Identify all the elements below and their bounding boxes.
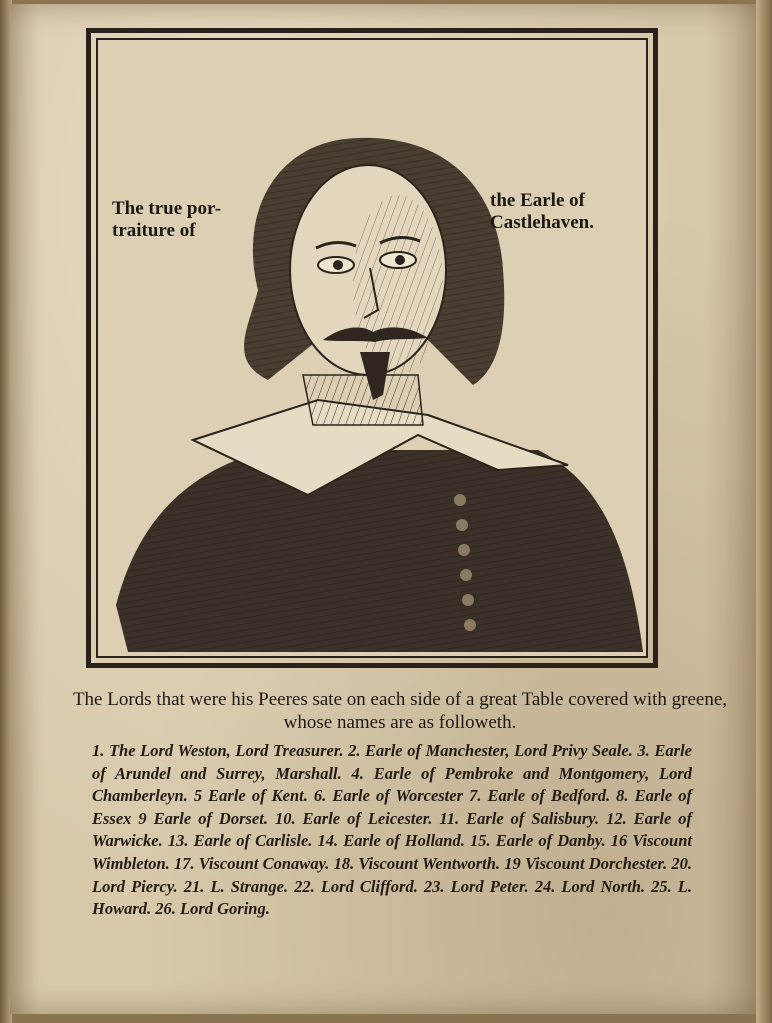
peers-heading: The Lords that were his Peeres sate on each side of a great Table covered with greene, whose names are as followeth. [72, 689, 728, 733]
peers-name-list: 1. The Lord Weston, Lord Treasurer. 2. Earle of Manchester, Lord Privy Seale. 3. Earle of Arundel and Surrey, Marshall. 4. Earle of Pembroke and Montgomery, Lord Chamberleyn. 5 Earle of Kent. 6. Earle of Worcester 7. Earle of Bedford. 8. Earle of Essex 9 Earle of Dorset. 10. Earle of Leicester. 11. Earle of Salisbury. 12. Earle of Warwicke. 13. Earle of Carlisle. 14. Earle of Holland. 15. Earle of Danby. 16 Viscount Wimbleton. 17. Viscount Conaway. 18. Viscount Wentworth. 19 Viscount Dorchester. 20. Lord Piercy. 21. L. Strange. 22. Lord Clifford. 23. Lord Peter. 24. Lord North. 25. L. Howard. 26. Lord Goring. [92, 741, 692, 919]
page-fore-edge [756, 0, 772, 1023]
woodcut-portrait-image [98, 40, 646, 656]
portrait-caption-left: The true por-traiture of [112, 198, 222, 241]
portrait-caption-right: the Earle of Castlehaven. [490, 190, 594, 233]
